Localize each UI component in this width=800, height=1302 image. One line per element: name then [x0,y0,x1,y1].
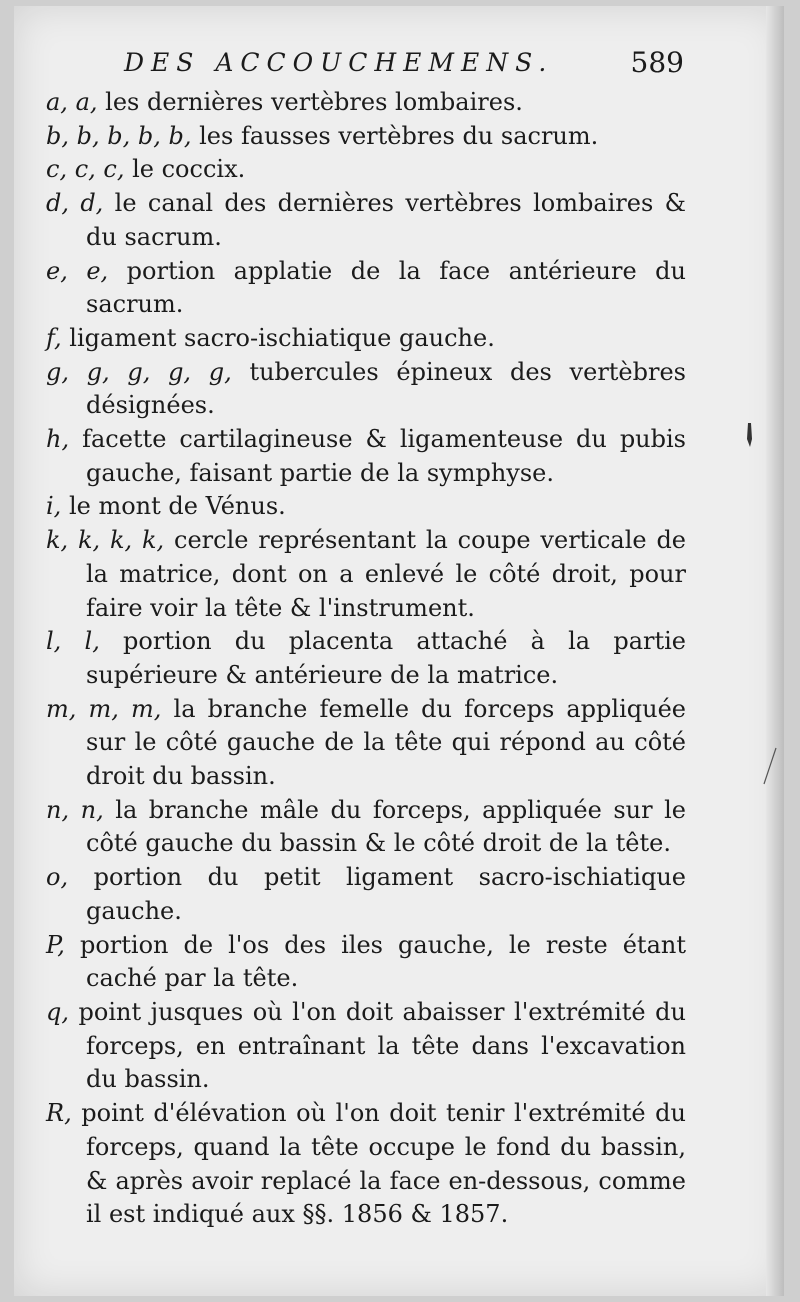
legend-entry [46,120,686,154]
entry-text: les dernières vertèbres lombaires. [105,88,523,116]
paper-crease [760,746,780,786]
entry-text: portion applatie de la face antérieure du sacrum. [86,256,686,319]
entry-label: f, [46,323,62,352]
entry-label: m, m, m, [46,694,162,723]
entry-text: le mont de Vénus. [68,492,286,521]
legend-entry [46,794,686,861]
entry-label: k, k, k, k, [46,526,165,555]
legend-entry [46,322,686,356]
legend-entry [46,86,686,120]
legend-entry [46,996,686,1097]
entry-label: q, [46,997,69,1026]
legend-entry [46,625,686,692]
legend-entry [46,1097,686,1232]
entry-label: d, d, [46,189,104,218]
entry-text: facette cartilagineuse & ligamenteuse du pubis gauche, faisant partie de la symphyse. [82,425,686,487]
legend-entry [46,255,686,322]
entry-label: h, [46,425,70,454]
legend-entry [46,490,686,524]
entry-label: e, e, [46,256,109,285]
entry-label: b, b, b, b, b, [46,121,192,150]
legend-entry [46,153,686,187]
entry-text: tubercules épineux des vertèbres désignées. [86,357,686,420]
legend-entry [46,356,686,423]
entry-text: le coccix. [132,155,246,184]
entry-label: o, [46,863,69,892]
page-gutter-shadow [766,6,784,1296]
entry-label: g, g, g, g, g, [46,357,232,386]
legend-entry [46,929,686,996]
entry-label: R, [46,1099,72,1128]
book-page [14,6,784,1296]
legend-entry [46,524,686,625]
page-number: 589 [630,46,684,79]
legend-entry [46,187,686,254]
entry-text: cercle représentant la coupe verticale de la matrice, dont on a enlevé le côté droit, pour faire voir la tête & l'instrument. [86,526,687,622]
entry-text: portion du petit ligament sacro-ischiatique gauche. [86,863,686,925]
entry-text: les fausses vertèbres du sacrum. [199,121,599,150]
page-header [124,46,684,86]
entry-text: point jusques où l'on doit abaisser l'extrémité du forceps, en entraînant la tête dans l'excavation du bassin. [78,997,686,1094]
legend-entry [46,423,686,490]
entry-label: i, [46,492,62,521]
entry-text: le canal des dernières vertèbres lombaires & du sacrum. [86,189,686,251]
legend-entry [46,861,686,928]
running-title: DES ACCOUCHEMENS. [124,48,554,77]
entry-label: P, [46,930,65,959]
entry-label: c, c, c, [46,155,125,184]
entry-text: la branche mâle du forceps, appliquée sur le côté gauche du bassin & le côté droit de la tête. [86,795,686,858]
entry-label: n, n, [46,795,104,824]
entry-text: la branche femelle du forceps appliquée sur le côté gauche de la tête qui répond au côté droit du bassin. [86,694,686,791]
legend-entry [46,693,686,794]
entry-text: point d'élévation où l'on doit tenir l'extrémité du forceps, quand la tête occupe le fond du bassin, & après avoir replacé la face en-dessous, comme il est indiqué aux §§. 1856 & 1857. [81,1099,686,1229]
ink-blemish [742,421,756,449]
entry-text: ligament sacro-ischiatique gauche. [69,323,495,352]
entry-text: portion de l'os des iles gauche, le reste étant caché par la tête. [79,930,686,993]
entry-text: portion du placenta attaché à la partie supérieure & antérieure de la matrice. [86,627,686,689]
entry-label: a, a, [46,88,98,116]
entry-label: l, l, [46,627,100,656]
legend-entry-list [46,86,686,1232]
